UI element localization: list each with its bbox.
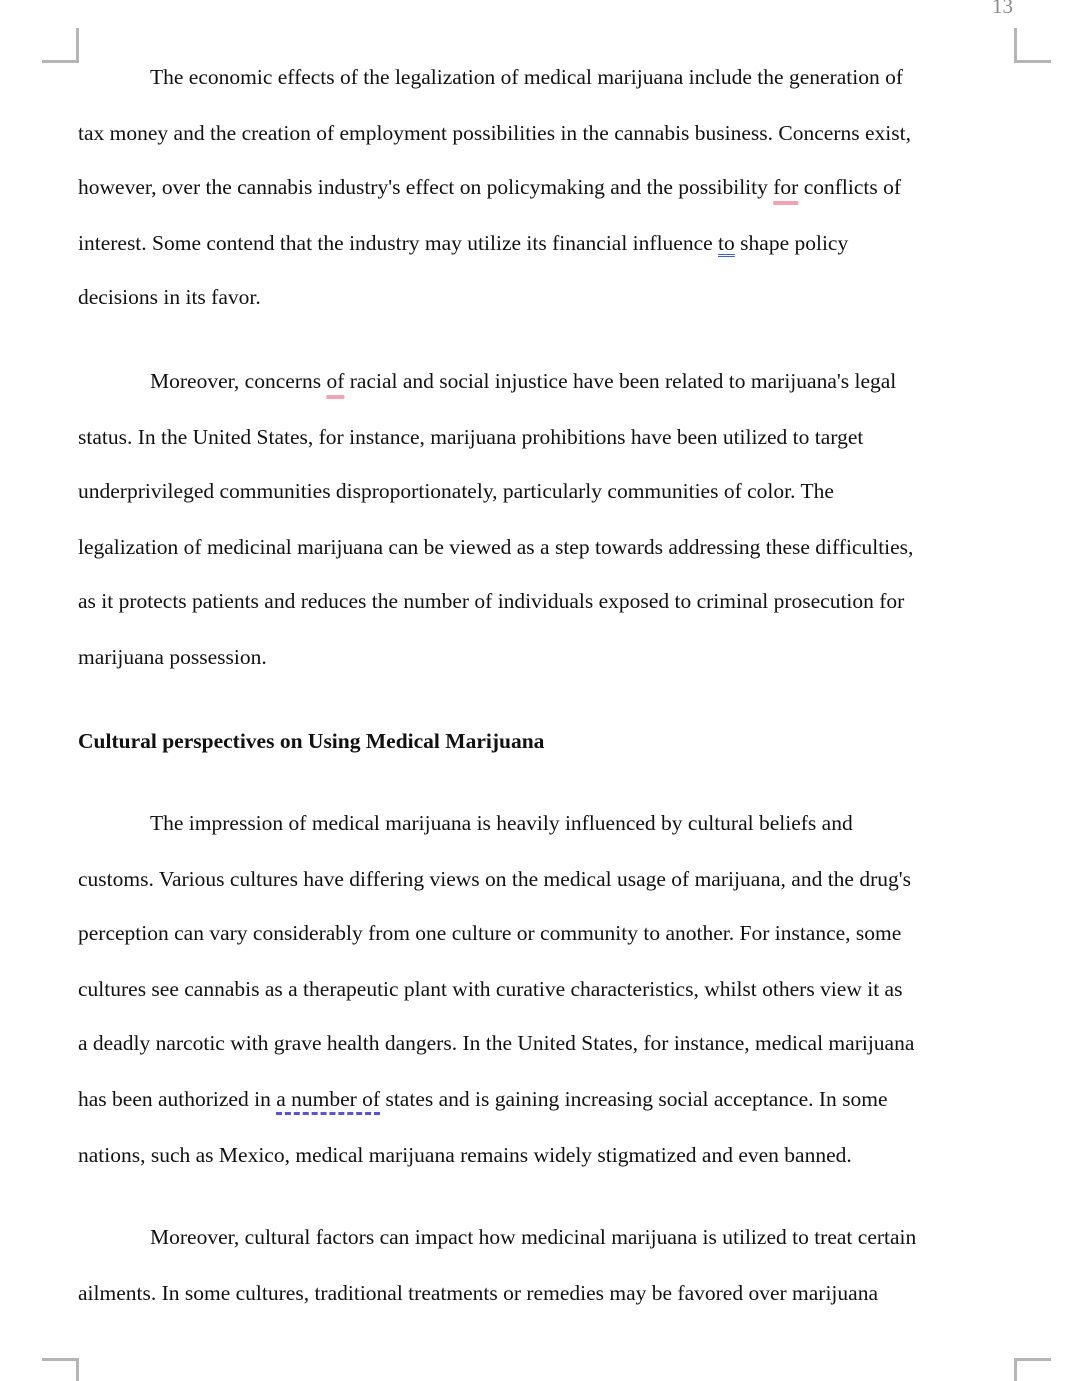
text-run: interest. Some contend that the industry may utilize its financial influence (78, 231, 719, 255)
crop-mark-top-left (42, 28, 79, 63)
text-run: shape policy (734, 231, 849, 255)
spelling-flag[interactable]: of (326, 369, 345, 393)
paragraph-3-line-6 (78, 1087, 888, 1111)
paragraph-4-line-2: ailments. In some cultures, traditional treatments or remedies may be favored over marijuana (78, 1281, 878, 1305)
page-number: 13 (992, 0, 1013, 18)
paragraph-1-line-5: decisions in its favor. (78, 285, 261, 309)
text-run: racial and social injustice have been related to marijuana's legal (344, 369, 897, 393)
paragraph-2-line-5: as it protects patients and reduces the number of individuals exposed to criminal prosecution for (78, 589, 905, 613)
paragraph-2-line-2: status. In the United States, for instance, marijuana prohibitions have been utilized to target (78, 425, 864, 449)
paragraph-3-line-4: cultures see cannabis as a therapeutic plant with curative characteristics, whilst others view it as (78, 977, 903, 1001)
paragraph-1-line-4 (78, 231, 848, 255)
text-run: states and is gaining increasing social acceptance. In some (380, 1087, 888, 1111)
crop-mark-top-right (1014, 28, 1051, 63)
text-run: has been authorized in (78, 1087, 277, 1111)
paragraph-3-line-7: nations, such as Mexico, medical marijuana remains widely stigmatized and even banned. (78, 1143, 852, 1167)
style-suggestion-flag[interactable]: a number of (276, 1087, 381, 1111)
paragraph-3-line-1: The impression of medical marijuana is heavily influenced by cultural beliefs and (150, 811, 853, 835)
paragraph-1-line-1: The economic effects of the legalization of medical marijuana include the generation of (150, 65, 903, 89)
grammar-flag[interactable]: to (718, 231, 735, 255)
paragraph-2-line-6: marijuana possession. (78, 645, 267, 669)
crop-mark-bottom-left (42, 1358, 79, 1381)
paragraph-1-line-3 (78, 175, 901, 199)
paragraph-2-line-4: legalization of medicinal marijuana can be viewed as a step towards addressing these difficulties, (78, 535, 914, 559)
paragraph-4-line-1: Moreover, cultural factors can impact how medicinal marijuana is utilized to treat certain (150, 1225, 917, 1249)
spelling-flag[interactable]: for (773, 175, 799, 199)
text-run: conflicts of (798, 175, 902, 199)
crop-mark-bottom-right (1014, 1358, 1051, 1381)
paragraph-3-line-3: perception can vary considerably from one culture or community to another. For instance, some (78, 921, 902, 945)
paragraph-3-line-5: a deadly narcotic with grave health dangers. In the United States, for instance, medical marijuana (78, 1031, 915, 1055)
text-run: however, over the cannabis industry's effect on policymaking and the possibility (78, 175, 774, 199)
paragraph-2-line-1 (150, 369, 896, 393)
text-run: Moreover, concerns (150, 369, 327, 393)
section-heading: Cultural perspectives on Using Medical Marijuana (78, 729, 545, 753)
paragraph-2-line-3: underprivileged communities disproportionately, particularly communities of color. The (78, 479, 834, 503)
paragraph-1-line-2: tax money and the creation of employment possibilities in the cannabis business. Concerns exist, (78, 121, 911, 145)
paragraph-3-line-2: customs. Various cultures have differing views on the medical usage of marijuana, and the drug's (78, 867, 911, 891)
